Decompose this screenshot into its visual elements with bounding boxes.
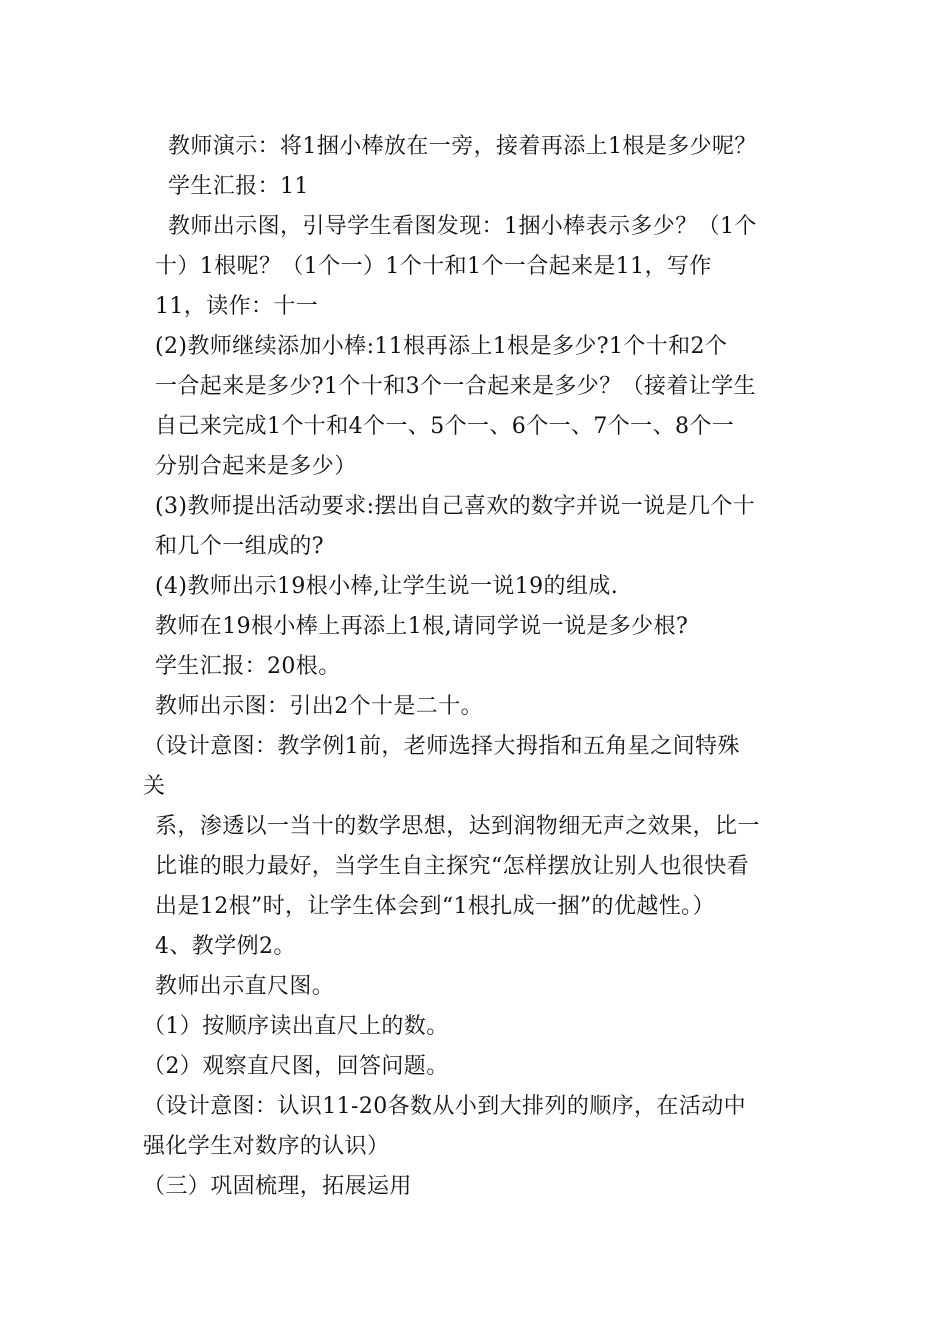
text-line: （三）巩固梳理，拓展运用 <box>143 1174 412 1199</box>
text-line: 教师演示：将1捆小棒放在一旁，接着再添上1根是多少呢？ <box>168 134 757 159</box>
text-line: 强化学生对数序的认识） <box>143 1134 390 1159</box>
text-line: 分别合起来是多少） <box>155 454 357 479</box>
text-line: 4、教学例2。 <box>155 934 296 959</box>
text-line: 出是12根”时，让学生体会到“1根扎成一捆”的优越性。） <box>155 894 715 919</box>
text-line: 教师出示图，引导学生看图发现：1捆小棒表示多少？（1个 <box>168 214 757 239</box>
text-line: 教师出示直尺图。 <box>155 974 335 999</box>
text-line: 学生汇报：11 <box>168 174 309 199</box>
text-line: 自己来完成1个十和4个一、5个一、6个一、7个一、8个一 <box>155 414 735 439</box>
text-line: 一合起来是多少?1个十和3个一合起来是多少？（接着让学生 <box>155 374 756 399</box>
text-line: 11，读作：十一 <box>155 294 319 319</box>
text-line: 关 <box>143 774 166 799</box>
text-line: 教师出示图：引出2个十是二十。 <box>155 694 483 719</box>
text-line: (4)教师出示19根小棒,让学生说一说19的组成. <box>155 574 619 599</box>
text-line: 教师在19根小棒上再添上1根,请同学说一说是多少根? <box>155 614 689 639</box>
text-line: 比谁的眼力最好，当学生自主探究“怎样摆放让别人也很快看 <box>155 854 750 879</box>
text-line: （设计意图：认识11-20各数从小到大排列的顺序，在活动中 <box>143 1094 747 1119</box>
text-line: 系，渗透以一当十的数学思想，达到润物细无声之效果，比一 <box>155 814 760 839</box>
text-line: 十）1根呢？（1个一）1个十和1个一合起来是11，写作 <box>155 254 712 279</box>
text-line: 学生汇报：20根。 <box>155 654 341 679</box>
text-line: (2)教师继续添加小棒:11根再添上1根是多少?1个十和2个 <box>155 334 728 359</box>
text-line: （1）按顺序读出直尺上的数。 <box>143 1014 449 1039</box>
text-line: （2）观察直尺图，回答问题。 <box>143 1054 449 1079</box>
text-line: 和几个一组成的? <box>155 534 324 559</box>
text-line: (3)教师提出活动要求:摆出自己喜欢的数字并说一说是几个十 <box>155 494 756 519</box>
text-line: （设计意图：教学例1前，老师选择大拇指和五角星之间特殊 <box>143 734 740 759</box>
